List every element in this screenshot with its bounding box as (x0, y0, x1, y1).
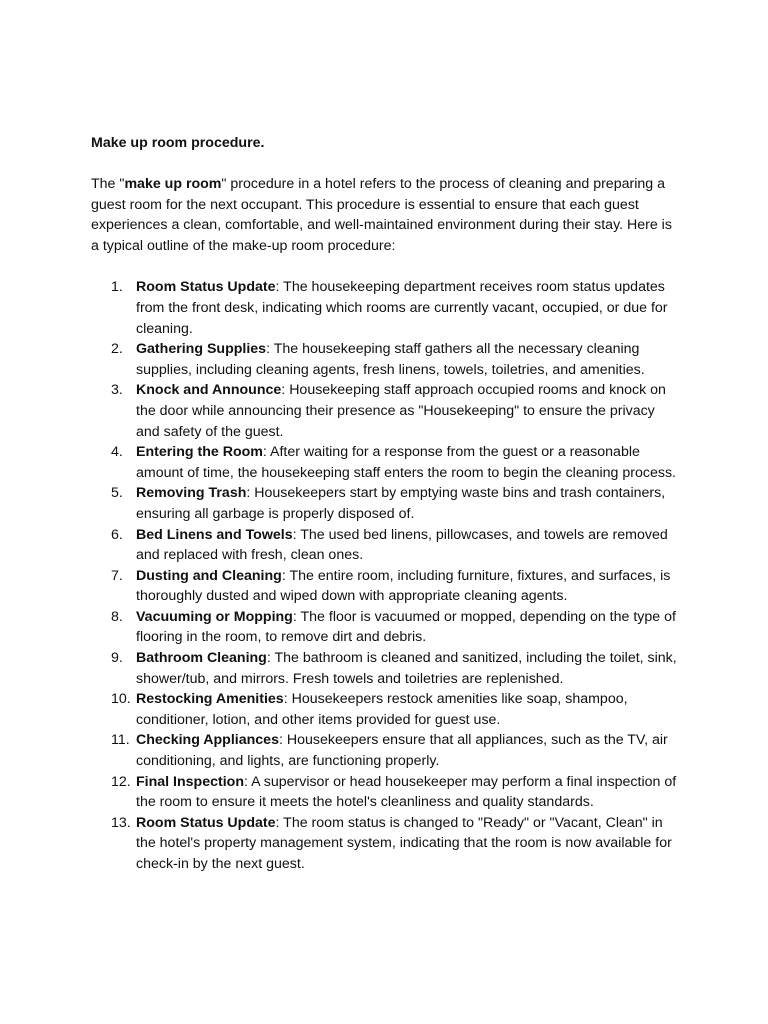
step-number: 5. (111, 485, 123, 502)
step-title-colon: : (266, 341, 274, 358)
step-title-colon: : (244, 773, 252, 790)
step-title-colon: : (275, 279, 284, 296)
list-item (91, 380, 681, 442)
step-text: Housekeepers restock amenities like soap, shampoo, conditioner, lotion, and other items provided for guest use. (136, 691, 628, 728)
step-number: 12. (111, 773, 131, 790)
list-item (91, 339, 681, 380)
step-title: Dusting and Cleaning (136, 567, 282, 584)
step-title-colon: : (281, 382, 290, 399)
step-text: The housekeeping department receives room status updates from the front desk, indicating which rooms are currently vacant, occupied, or due for cleaning. (136, 279, 668, 337)
step-number: 7. (111, 567, 123, 584)
step-text: Housekeepers start by emptying waste bins and trash containers, ensuring all garbage is properly disposed of. (136, 485, 666, 522)
step-number: 4. (111, 444, 123, 461)
step-number: 9. (111, 650, 123, 667)
step-title-colon: : (281, 567, 290, 584)
step-number: 3. (111, 382, 123, 399)
step-title-colon: : (278, 732, 287, 749)
step-title: Gathering Supplies (136, 341, 267, 358)
list-item (91, 730, 681, 771)
step-title: Final Inspection (136, 773, 244, 790)
step-title-colon: : (246, 485, 255, 502)
step-text: The bathroom is cleaned and sanitized, including the toilet, sink, shower/tub, and mirrors. Fresh towels and toiletries are replenished. (136, 650, 677, 687)
document-title: Make up room procedure. (91, 135, 265, 151)
step-title: Bathroom Cleaning (136, 650, 267, 667)
step-title-colon: : (292, 526, 301, 543)
step-title: Vacuuming or Mopping (136, 608, 293, 625)
list-item (91, 277, 681, 339)
step-number: 2. (111, 341, 123, 358)
step-title: Knock and Announce (136, 382, 282, 399)
step-title-colon: : (262, 444, 271, 461)
step-number: 8. (111, 608, 123, 625)
step-text: After waiting for a response from the guest or a reasonable amount of time, the housekeeping staff enters the room to begin the cleaning process. (136, 444, 676, 481)
list-item (91, 648, 681, 689)
step-title-colon: : (283, 691, 292, 708)
step-text: The housekeeping staff gathers all the necessary cleaning supplies, including cleaning agents, fresh linens, towels, toiletries, and amenities. (136, 341, 645, 378)
procedure-steps-list (91, 277, 681, 874)
step-title: Bed Linens and Towels (136, 526, 293, 543)
list-item (91, 525, 681, 566)
step-title: Room Status Update (136, 279, 276, 296)
intro-emphasis: make up room (124, 176, 222, 192)
step-text: Housekeepers ensure that all appliances, such as the TV, air conditioning, and lights, are functioning properly. (136, 732, 668, 770)
step-title-colon: : (275, 814, 284, 831)
intro-paragraph (91, 174, 681, 256)
step-text: A supervisor or head housekeeper may perform a final inspection of the room to ensure it meets the hotel's cleanliness and quality standards. (136, 773, 677, 811)
step-title-colon: : (266, 650, 275, 667)
list-item (91, 689, 681, 730)
intro-after: " procedure in a hotel refers to the process of cleaning and preparing a guest room for the next occupant. This procedure is essential to ensure that each guest experiences a clean, comfortable, and well-maintained environment during their stay. Here is a typical outline of the make-up room procedure: (91, 176, 672, 254)
step-title: Entering the Room (136, 444, 263, 461)
step-title: Room Status Update (136, 814, 276, 831)
step-number: 11. (111, 732, 130, 749)
step-number: 1. (111, 279, 123, 296)
list-item (91, 566, 681, 607)
document-page (91, 133, 681, 875)
step-title: Checking Appliances (136, 732, 279, 749)
step-title: Restocking Amenities (136, 691, 284, 708)
list-item (91, 772, 681, 813)
list-item (91, 607, 681, 648)
step-text: The room status is changed to "Ready" or "Vacant, Clean" in the hotel's property management system, indicating that the room is now available for check-in by the next guest. (136, 814, 672, 872)
step-text: The floor is vacuumed or mopped, depending on the type of flooring in the room, to remove dirt and debris. (136, 608, 676, 646)
step-number: 13. (111, 814, 131, 831)
step-title-colon: : (292, 608, 301, 625)
list-item (91, 442, 681, 483)
intro-before: The " (91, 176, 125, 192)
list-item (91, 483, 681, 524)
step-number: 10. (111, 691, 131, 708)
step-text: The used bed linens, pillowcases, and towels are removed and replaced with fresh, clean ones. (136, 526, 668, 564)
list-item (91, 813, 681, 875)
step-number: 6. (111, 526, 123, 543)
step-text: The entire room, including furniture, fixtures, and surfaces, is thoroughly dusted and wiped down with appropriate cleaning agents. (136, 567, 671, 605)
step-title: Removing Trash (136, 485, 247, 502)
step-text: Housekeeping staff approach occupied rooms and knock on the door while announcing their presence as "Housekeeping" to ensure the privacy and safety of the guest. (136, 382, 666, 440)
